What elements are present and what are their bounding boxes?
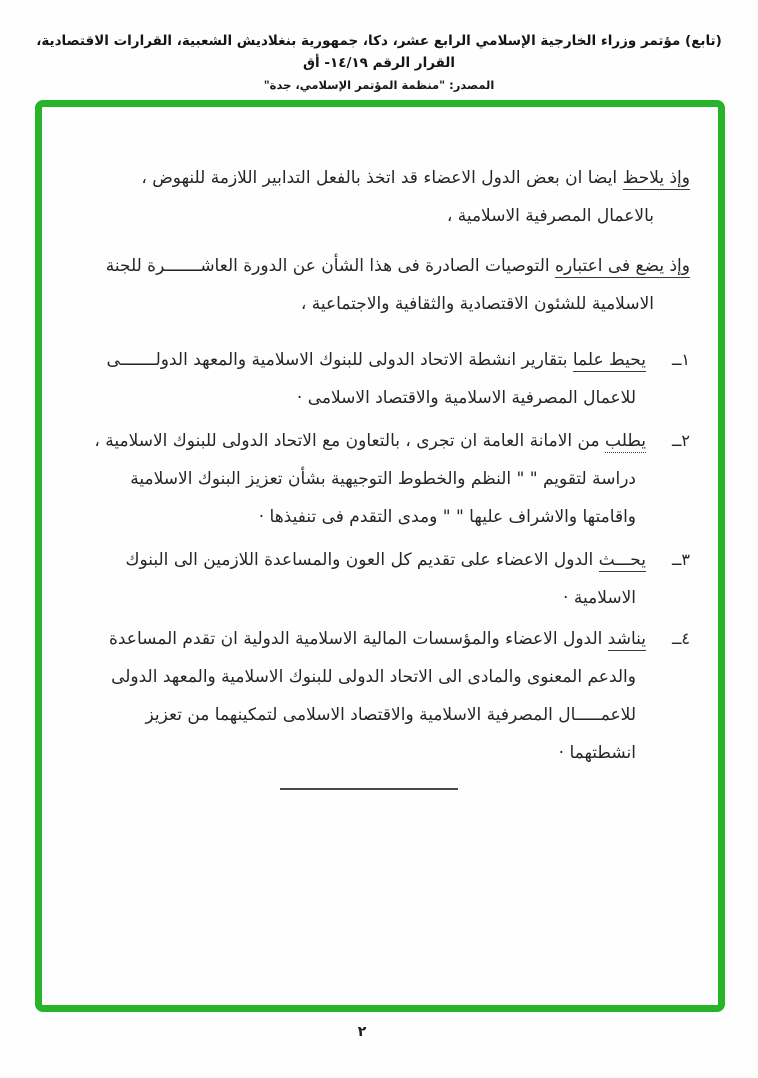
resolution-item [84,341,690,417]
item-text [84,422,646,536]
item-number: ٢ــ [672,431,690,450]
item-number: ١ــ [672,350,690,369]
underlined-lead: يطلب [605,431,646,451]
preamble-paragraph [84,247,690,323]
page-number: ٢ [357,1024,367,1040]
item-text [84,541,646,617]
item-body: الدول الاعضاء والمؤسسات المالية الاسلامية الدولية ان تقدم المساعدة والدعم المعنوى والمادى الى الاتحاد الدولى للبنوك الاسلامية والمعهد الدولى للاعمـــــال المصرفية الاسلامية والاقتصاد الاسلامى لتمكينهما من تعزيز انشطتهما · [108,629,636,763]
item-body: الدول الاعضاء على تقديم كل العون والمساعدة اللازمين الى البنوك الاسلامية · [125,550,636,608]
resolution-body [42,107,718,1005]
preamble-paragraph [84,159,690,235]
resolution-item [84,422,690,536]
underlined-lead: وإذ يلاحظ [622,168,690,188]
item-body: بتقارير انشطة الاتحاد الدولى للبنوك الاسلامية والمعهد الدولـــــــى للاعمال المصرفية الاسلامية والاقتصاد الاسلامى · [106,350,636,408]
item-number: ٣ــ [672,550,690,569]
preamble-text: التوصيات الصادرة فى هذا الشأن عن الدورة العاشـــــــرة للجنة الاسلامية للشئون الاقتصادية والثقافية والاجتماعية ، [105,256,654,314]
document-header [0,30,758,94]
resolution-item [84,541,690,617]
green-border-frame [35,100,725,1012]
header-source-line: المصدر: "منظمة المؤتمر الإسلامي، جدة" [263,78,495,92]
header-citation-line: (تابع) مؤتمر وزراء الخارجية الإسلامي الرابع عشر، دكا، جمهورية بنغلاديش الشعبية، القرارات الاقتصادية، القرار الرقم ١٤/١٩- أق [36,33,722,71]
underlined-lead: يحيط علما [572,350,646,370]
underlined-lead: وإذ يضع فى اعتباره [555,256,690,276]
item-number: ٤ــ [672,629,690,648]
item-text [84,620,646,772]
underlined-lead: يحـــث [598,550,646,570]
underlined-lead: يناشد [607,629,646,649]
preamble-text: ايضا ان بعض الدول الاعضاء قد اتخذ بالفعل التدابير اللازمة للنهوض ، بالاعمال المصرفية الاسلامية ، [141,168,654,226]
resolution-item [84,620,690,772]
item-body: من الامانة العامة ان تجرى ، بالتعاون مع الاتحاد الدولى للبنوك الاسلامية ، دراسة لتقويم " " النظم والخطوط التوجيهية بشأن تعزيز البنوك الاسلامية واقامتها والاشراف عليها " " ومدى التقدم فى تنفيذها · [94,431,636,527]
item-text [84,341,646,417]
section-divider [280,788,458,790]
